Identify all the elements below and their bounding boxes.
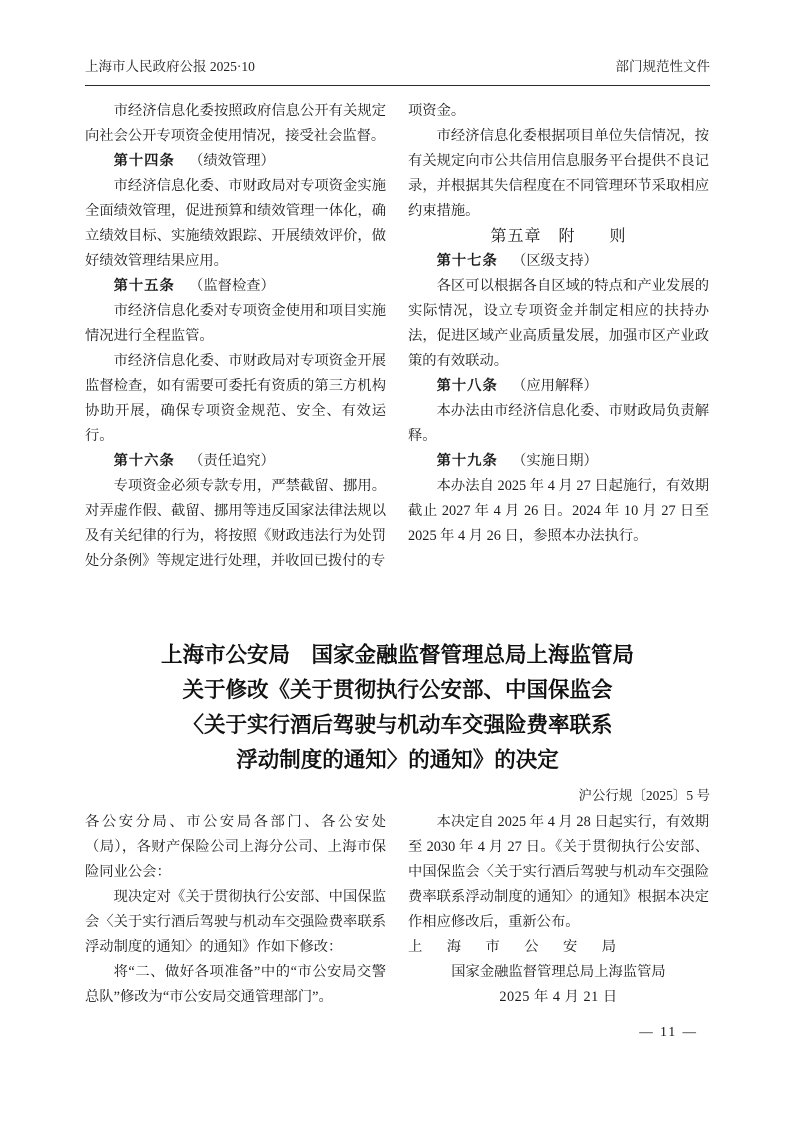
- paragraph: 现决定对《关于贯彻执行公安部、中国保监会〈关于实行酒后驾驶与机动车交强险费率联系浮动制度的通知〉的通知》作如下修改：: [85, 889, 386, 955]
- article-heading-17: [408, 249, 709, 274]
- article-heading-19: [408, 449, 709, 474]
- article-title: （责任追究）: [189, 453, 275, 469]
- paragraph: 市经济信息化委对专项资金使用和项目实施情况进行全程监管。: [85, 303, 386, 344]
- salutation: 各公安分局、市公安局各部门、各公安处（局），各财产保险公司上海分公司、上海市保险同业公会：: [85, 814, 386, 880]
- article-heading-16: [85, 449, 386, 474]
- header-publication-title: 上海市人民政府公报 2025·10: [85, 59, 255, 74]
- title-line: 上海市公安局 国家金融监督管理总局上海监管局: [160, 643, 634, 667]
- article-number: 第十五条: [113, 278, 175, 294]
- article-title: （实施日期）: [512, 453, 598, 469]
- paragraph: 市经济信息化委按照政府信息公开有关规定向社会公开专项资金使用情况，接受社会监督。: [85, 103, 386, 144]
- paragraph: 专项资金必须专款专用，严禁截留、挪用。对弄虚作假、截留、挪用等违反国家法律法规以及有关纪律的行为，将按照《财政违法行为处罚处分条例》等规定进行处理，并收回已拨付的专: [85, 478, 386, 569]
- document-1-body: [85, 99, 710, 574]
- document-number: 沪公行规〔2025〕5 号: [578, 788, 710, 803]
- title-line: 〈关于实行酒后驾驶与机动车交强险费率联系: [182, 713, 613, 737]
- chapter-heading: 第五章 附 则: [490, 228, 627, 245]
- doc2-left-column: [85, 810, 386, 1010]
- article-heading-15: [85, 274, 386, 299]
- doc1-left-column: [85, 99, 386, 574]
- article-title: （应用解释）: [512, 378, 598, 394]
- title-line: 浮动制度的通知〉的通知》的决定: [236, 748, 559, 772]
- paragraph: 市经济信息化委、市财政局对专项资金开展监督检查，如有需要可委托有资质的第三方机构协助开展，确保专项资金规范、安全、有效运行。: [85, 353, 386, 444]
- paragraph: 本办法由市经济信息化委、市财政局负责解释。: [408, 403, 709, 444]
- title-line: 关于修改《关于贯彻执行公安部、中国保监会: [182, 678, 613, 702]
- doc2-right-column: [408, 810, 709, 1010]
- paragraph: 本决定自 2025 年 4 月 28 日起实行，有效期至 2030 年 4 月 27 日。《关于贯彻执行公安部、中国保监会〈关于实行酒后驾驶与机动车交强险费率联系浮动制度的通知〉的通知》根据本决定作相应修改后，重新公布。: [408, 814, 709, 930]
- article-number: 第十七条: [436, 253, 498, 269]
- article-number: 第十八条: [436, 378, 498, 394]
- article-title: （监督检查）: [189, 278, 275, 294]
- page-number: — 11 —: [639, 1024, 698, 1039]
- document-2-body: [85, 810, 710, 1010]
- paragraph: 将“二、做好各项准备”中的“市公安局交警总队”修改为“市公安局交通管理部门”。: [85, 964, 386, 1005]
- article-number: 第十六条: [113, 453, 175, 469]
- article-number: 第十九条: [436, 453, 498, 469]
- article-heading-14: [85, 149, 386, 174]
- doc1-right-column: [408, 99, 709, 574]
- header-divider: [85, 85, 710, 86]
- header-section-label: 部门规范性文件: [615, 59, 710, 74]
- paragraph: 各区可以根据各自区域的特点和产业发展的实际情况，设立专项资金并制定相应的扶持办法，促进区域产业高质量发展，加强市区产业政策的有效联动。: [408, 278, 709, 369]
- article-heading-18: [408, 374, 709, 399]
- page-header: [85, 57, 710, 76]
- paragraph: 本办法自 2025 年 4 月 27 日起施行，有效期截止 2027 年 4 月 26 日。2024 年 10 月 27 日至 2025 年 4 月 26 日，参照本办法执行。: [408, 478, 709, 544]
- paragraph: 市经济信息化委根据项目单位失信情况，按有关规定向市公共信用信息服务平台提供不良记录，并根据其失信程度在不同管理环节采取相应约束措施。: [408, 128, 709, 219]
- signature-date: 2025 年 4 月 21 日: [499, 989, 618, 1005]
- article-title: （绩效管理）: [189, 153, 275, 169]
- article-number: 第十四条: [113, 153, 175, 169]
- signature-agency-1: 上海市公安局: [408, 939, 616, 955]
- paragraph: 市经济信息化委、市财政局对专项资金实施全面绩效管理，促进预算和绩效管理一体化，确立绩效目标、实施绩效跟踪、开展绩效评价，做好绩效管理结果应用。: [85, 178, 386, 269]
- document-2-title: [85, 638, 710, 778]
- signature-agency-2: 国家金融监督管理总局上海监管局: [451, 964, 666, 980]
- paragraph: 项资金。: [408, 103, 466, 119]
- article-title: （区级支持）: [512, 253, 598, 269]
